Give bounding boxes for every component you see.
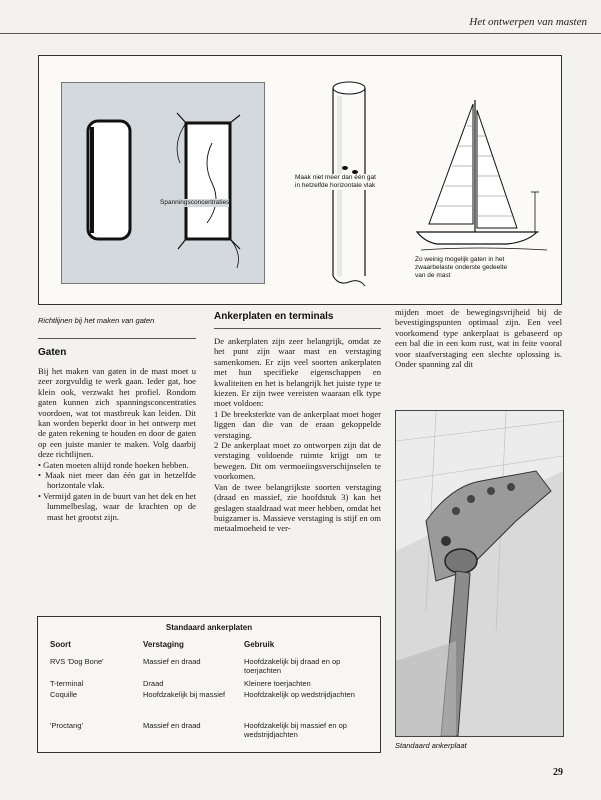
gaten-intro: Bij het maken van gaten in de mast moet u zeer zorgvuldig te werk gaan. Ieder gat, hoe klein ook, verzwakt het profiel. Rondom gaten kunnen zich spanningsconcentraties voordoen, wat tot mastbreuk kan leiden. Dit kan worden beperkt door in het ontwerp met de gaten rekening te houden en door de gaten op een juiste manier te maken. Volg daarbij deze richtlijnen.	[38, 366, 196, 460]
photo-drawing	[396, 411, 563, 736]
row-4-soort: 'Proctang'	[50, 721, 83, 730]
table-header-verstaging: Verstaging	[143, 640, 184, 649]
figure-caption: Richtlijnen bij het maken van gaten	[38, 316, 155, 325]
row-4-gebruik: Hoofdzakelijk bij massief en op wedstrijdjachten	[244, 721, 347, 739]
row-2-gebruik: Kleinere toerjachten	[244, 679, 311, 688]
photo-caption: Standaard ankerplaat	[395, 741, 467, 750]
row-3-gebruik: Hoofdzakelijk op wedstrijdjachten	[244, 690, 355, 699]
boat-label-line-3: van de mast	[415, 272, 451, 279]
anker-body	[214, 336, 381, 534]
gaten-bullet-3: • Vermijd gaten in de buurt van het dek en het lummelbeslag, waar de krachten op de mast het grootst zijn.	[38, 490, 196, 522]
gaten-bullet-1: • Gaten moeten altijd ronde hoeken hebben.	[38, 459, 189, 470]
anker-paragraph-2: 1 De breeksterkte van de ankerplaat moet hoger liggen dan die van de eraan gekoppelde verstaging.	[214, 408, 381, 440]
anker-paragraph-3: 2 De ankerplaat moet zo ontworpen zijn dat de verstaging voldoende ruimte krijgt om te bewegen. Dit om vermoeiingsverschijnselen te voorkomen.	[214, 440, 381, 482]
boat-label	[415, 256, 507, 280]
figure-holes-guidelines	[38, 55, 562, 305]
mast-label-line-1: Maak niet meer dan één gat	[295, 174, 376, 181]
ankerplaat-photo	[395, 410, 564, 737]
gaten-body	[38, 366, 196, 522]
sailboat-drawing	[407, 96, 557, 256]
mast-label	[295, 174, 376, 190]
table-header-gebruik: Gebruik	[244, 640, 275, 649]
row-1-gebruik: Hoofdzakelijk bij draad en op toerjachten	[244, 657, 341, 675]
boat-label-line-2: zwaarbelaste onderste gedeelte	[415, 264, 508, 271]
table-header-soort: Soort	[50, 640, 71, 649]
column-1-rule	[38, 338, 196, 339]
mast-plate-illustration	[61, 82, 265, 284]
row-3-soort: Coquille	[50, 690, 78, 699]
row-2-soort: T-terminal	[50, 679, 84, 688]
anker-paragraph-1: De ankerplaten zijn zeer belangrijk, omdat ze het punt zijn waar mast en verstaging samenkomen. Er zijn veel soorten ankerplaten met hun specifieke eigenschappen en kwaliteiten en het is belangrijk het juiste type te kiezen. Er zijn twee vereisten waaraan elk type moet voldoen:	[214, 336, 381, 409]
running-header: Het ontwerpen van masten	[469, 16, 587, 28]
header-rule	[0, 33, 601, 34]
row-1-verstaging: Massief en draad	[143, 657, 201, 666]
gaten-heading: Gaten	[38, 347, 67, 358]
column-3-text: mijden moet de bewegingsvrijheid bij de bevestigingspunten optimaal zijn. Een veel voorkomend type ankerplaat is gebaseerd op een bal die in een kom rust, wat in feite vooral voor staafverstaging een slechte oplossing is. Onder spanning zal dit	[395, 307, 562, 370]
table-title: Standaard ankerplaten	[165, 623, 253, 632]
gaten-bullet-2: • Maak niet meer dan één gat in hetzelfde horizontale vlak.	[38, 470, 196, 491]
boat-label-line-1: Zo weinig mogelijk gaten in het	[415, 256, 505, 263]
stress-label: Spanningsconcentraties	[160, 199, 230, 206]
row-3-verstaging: Hoofdzakelijk bij massief	[143, 690, 226, 699]
plate-drawing	[62, 83, 264, 283]
row-4-verstaging: Massief en draad	[143, 721, 201, 730]
ankerplaten-table	[37, 616, 381, 753]
row-2-verstaging: Draad	[143, 679, 164, 688]
column-2-rule	[214, 328, 381, 329]
anker-heading: Ankerplaten en terminals	[214, 311, 334, 322]
page-number: 29	[553, 767, 563, 778]
mast-label-line-2: in hetzelfde horizontale vlak	[295, 182, 376, 189]
anker-paragraph-4: Van de twee belangrijkste soorten verstaging (draad en massief, zie hoofdstuk 3) kan het geslagen staaldraad wat meer hebben, omdat het buigzamer is. Massieve verstaging is stijf en om metaalmoeheid te ver-	[214, 481, 381, 534]
row-1-soort: RVS 'Dog Bone'	[50, 657, 104, 666]
